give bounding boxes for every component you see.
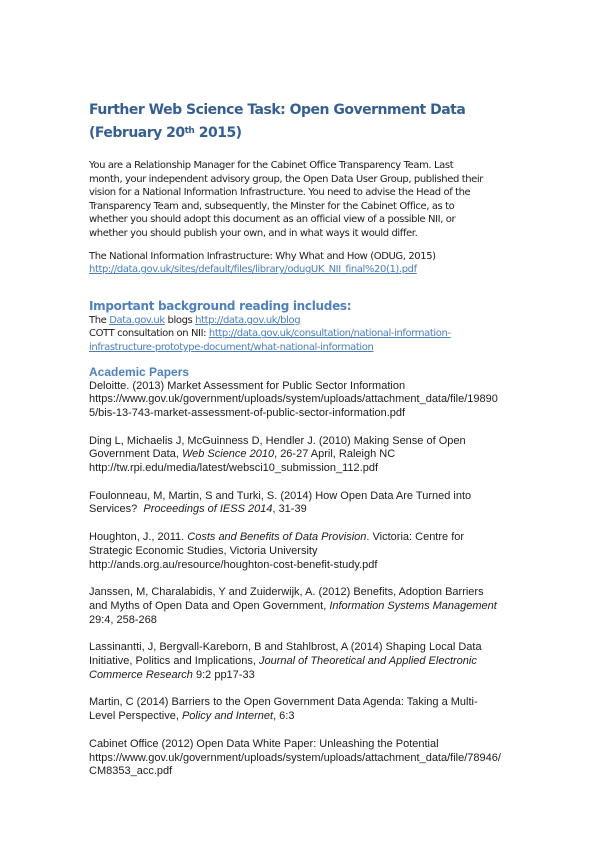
text-line [89,738,530,752]
text-line [89,173,530,187]
nii-reference [89,250,530,277]
background-reading-heading [89,299,530,313]
text-line [89,462,530,476]
text-run: https://www.gov.uk/government/uploads/system/uploads/attachment_data/file/78946/ [89,751,501,764]
text-line [89,299,530,313]
text-line [89,213,530,227]
text-run: http://tw.rpi.edu/media/latest/websci10_submission_112.pdf [89,462,379,475]
text-line [89,250,530,264]
text-line [89,696,530,710]
text-line [89,600,530,614]
text-run: Foulonneau, M, Martin, S and Turki, S. (2014) How Open Data Are Turned into [89,489,472,502]
text-run: Martin, C (2014) Barriers to the Open Government Data Agenda: Taking a Multi- [89,696,478,709]
reference-cabinet-office [89,738,530,779]
text-line [89,100,530,121]
text-run: vision for a National Information Infrastructure. You need to advise the Head of the [89,187,471,199]
text-run: , 6:3 [273,710,295,723]
text-run: Strategic Economic Studies, Victoria University [89,544,318,557]
text-line [89,669,530,683]
text-line [89,614,530,628]
reference-houghton [89,531,530,572]
reference-martin [89,696,530,723]
text-run: Ding L, Michaelis J, McGuinness D, Hendler J. (2010) Making Sense of Open [89,434,466,447]
text-line [89,393,530,407]
text-line [89,121,530,144]
reference-lassinantti [89,641,530,682]
text-run: Transparency Team and, subsequently, the Minster for the Cabinet Office, as to [89,200,455,212]
text-line [89,710,530,724]
text-run: Janssen, M, Charalabidis, Y and Zuiderwijk, A. (2012) Benefits, Adoption Barriers [89,586,484,599]
background-reading-links [89,314,530,355]
text-line [89,641,530,655]
text-run: Policy and Internet [181,710,274,723]
text-run: Houghton, J., 2011. [89,531,188,544]
hyperlink[interactable]: infrastructure-prototype-document/what-national-information [89,341,374,353]
text-run: The National Information Infrastructure: Why What and How (ODUG, 2015) [89,250,436,262]
text-line [89,448,530,462]
text-run: You are a Relationship Manager for the Cabinet Office Transparency Team. Last [89,160,454,171]
text-line [89,531,530,545]
text-line [89,327,530,341]
text-run: Journal of Theoretical and Applied Electronic [258,655,477,668]
text-line [89,186,530,200]
text-run: , 26-27 April, Raleigh NC [274,448,396,461]
text-run: COTT consultation on NII: [89,328,209,340]
document-title [89,100,530,144]
text-line [89,559,530,573]
text-run: The [89,314,110,326]
text-line [89,159,530,173]
text-run: th [184,126,195,136]
text-run: Services? [89,503,144,516]
text-run: 29:4, 258-268 [89,613,157,626]
text-run: and Myths of Open Data and Open Government, [89,599,330,612]
text-line [89,227,530,241]
text-run: , 31-39 [272,503,307,516]
hyperlink[interactable]: Data.gov.uk [109,314,165,326]
text-line [89,314,530,328]
intro-paragraph [89,159,530,241]
text-line [89,765,530,779]
text-run: Important background reading includes: [89,298,352,313]
text-run: 2015) [194,125,242,141]
text-run: whether you should adopt this document as an official view of a possible NII, or [89,214,456,226]
text-run: Information Systems Management [329,599,497,612]
text-line [89,655,530,669]
text-line [89,263,530,277]
text-run: http://ands.org.au/resource/houghton-cost-benefit-study.pdf [89,558,378,571]
text-run: Lassinantti, J, Bergvall-Kareborn, B and Stahlbrost, A (2014) Shaping Local Data [89,641,482,654]
hyperlink[interactable]: http://data.gov.uk/blog [195,314,301,326]
text-run: https://www.gov.uk/government/uploads/system/uploads/attachment_data/file/19890 [89,393,498,406]
text-run: Academic Papers [89,364,190,379]
reference-janssen [89,586,530,627]
reference-deloitte [89,380,530,421]
text-run: CM8353_acc.pdf [89,765,173,778]
text-run: Further Web Science Task: Open Government Data [89,102,466,118]
text-run: Cabinet Office (2012) Open Data White Paper: Unleashing the Potential [89,737,439,750]
text-run: Commerce Research [89,668,193,681]
text-run: Web Science 2010 [181,448,275,461]
text-run: month, your independent advisory group, the Open Data User Group, published their [89,173,484,185]
text-line [89,490,530,504]
text-run: Proceedings of IESS 2014 [143,503,273,516]
text-run: 9:2 pp17-33 [192,668,255,681]
text-line [89,341,530,355]
text-run: Level Perspective, [89,710,182,723]
text-run: Government Data, [89,448,182,461]
text-run: blogs [164,314,196,326]
hyperlink[interactable]: http://data.gov.uk/consultation/national-information- [208,328,451,340]
text-line [89,752,530,766]
text-run: Costs and Benefits of Data Provision [187,531,367,544]
text-run: 5/bis-13-743-market-assessment-of-public-sector-information.pdf [89,406,406,419]
reference-foulonneau [89,490,530,517]
text-run: whether you should publish your own, and in what ways it would differ. [89,227,418,239]
reference-ding [89,435,530,476]
text-line [89,380,530,394]
academic-papers-heading [89,365,530,379]
text-line [89,586,530,600]
text-line [89,435,530,449]
text-run: (February 20 [89,125,185,141]
text-line [89,545,530,559]
hyperlink[interactable]: http://data.gov.uk/sites/default/files/library/odugUK_NII_final%20(1).pdf [89,264,417,276]
text-line [89,503,530,517]
text-run: Initiative, Politics and Implications, [89,655,259,668]
text-line [89,407,530,421]
text-line [89,200,530,214]
text-run: . Victoria: Centre for [366,531,465,544]
text-run: Deloitte. (2013) Market Assessment for Public Sector Information [89,379,406,392]
text-line [89,365,530,379]
